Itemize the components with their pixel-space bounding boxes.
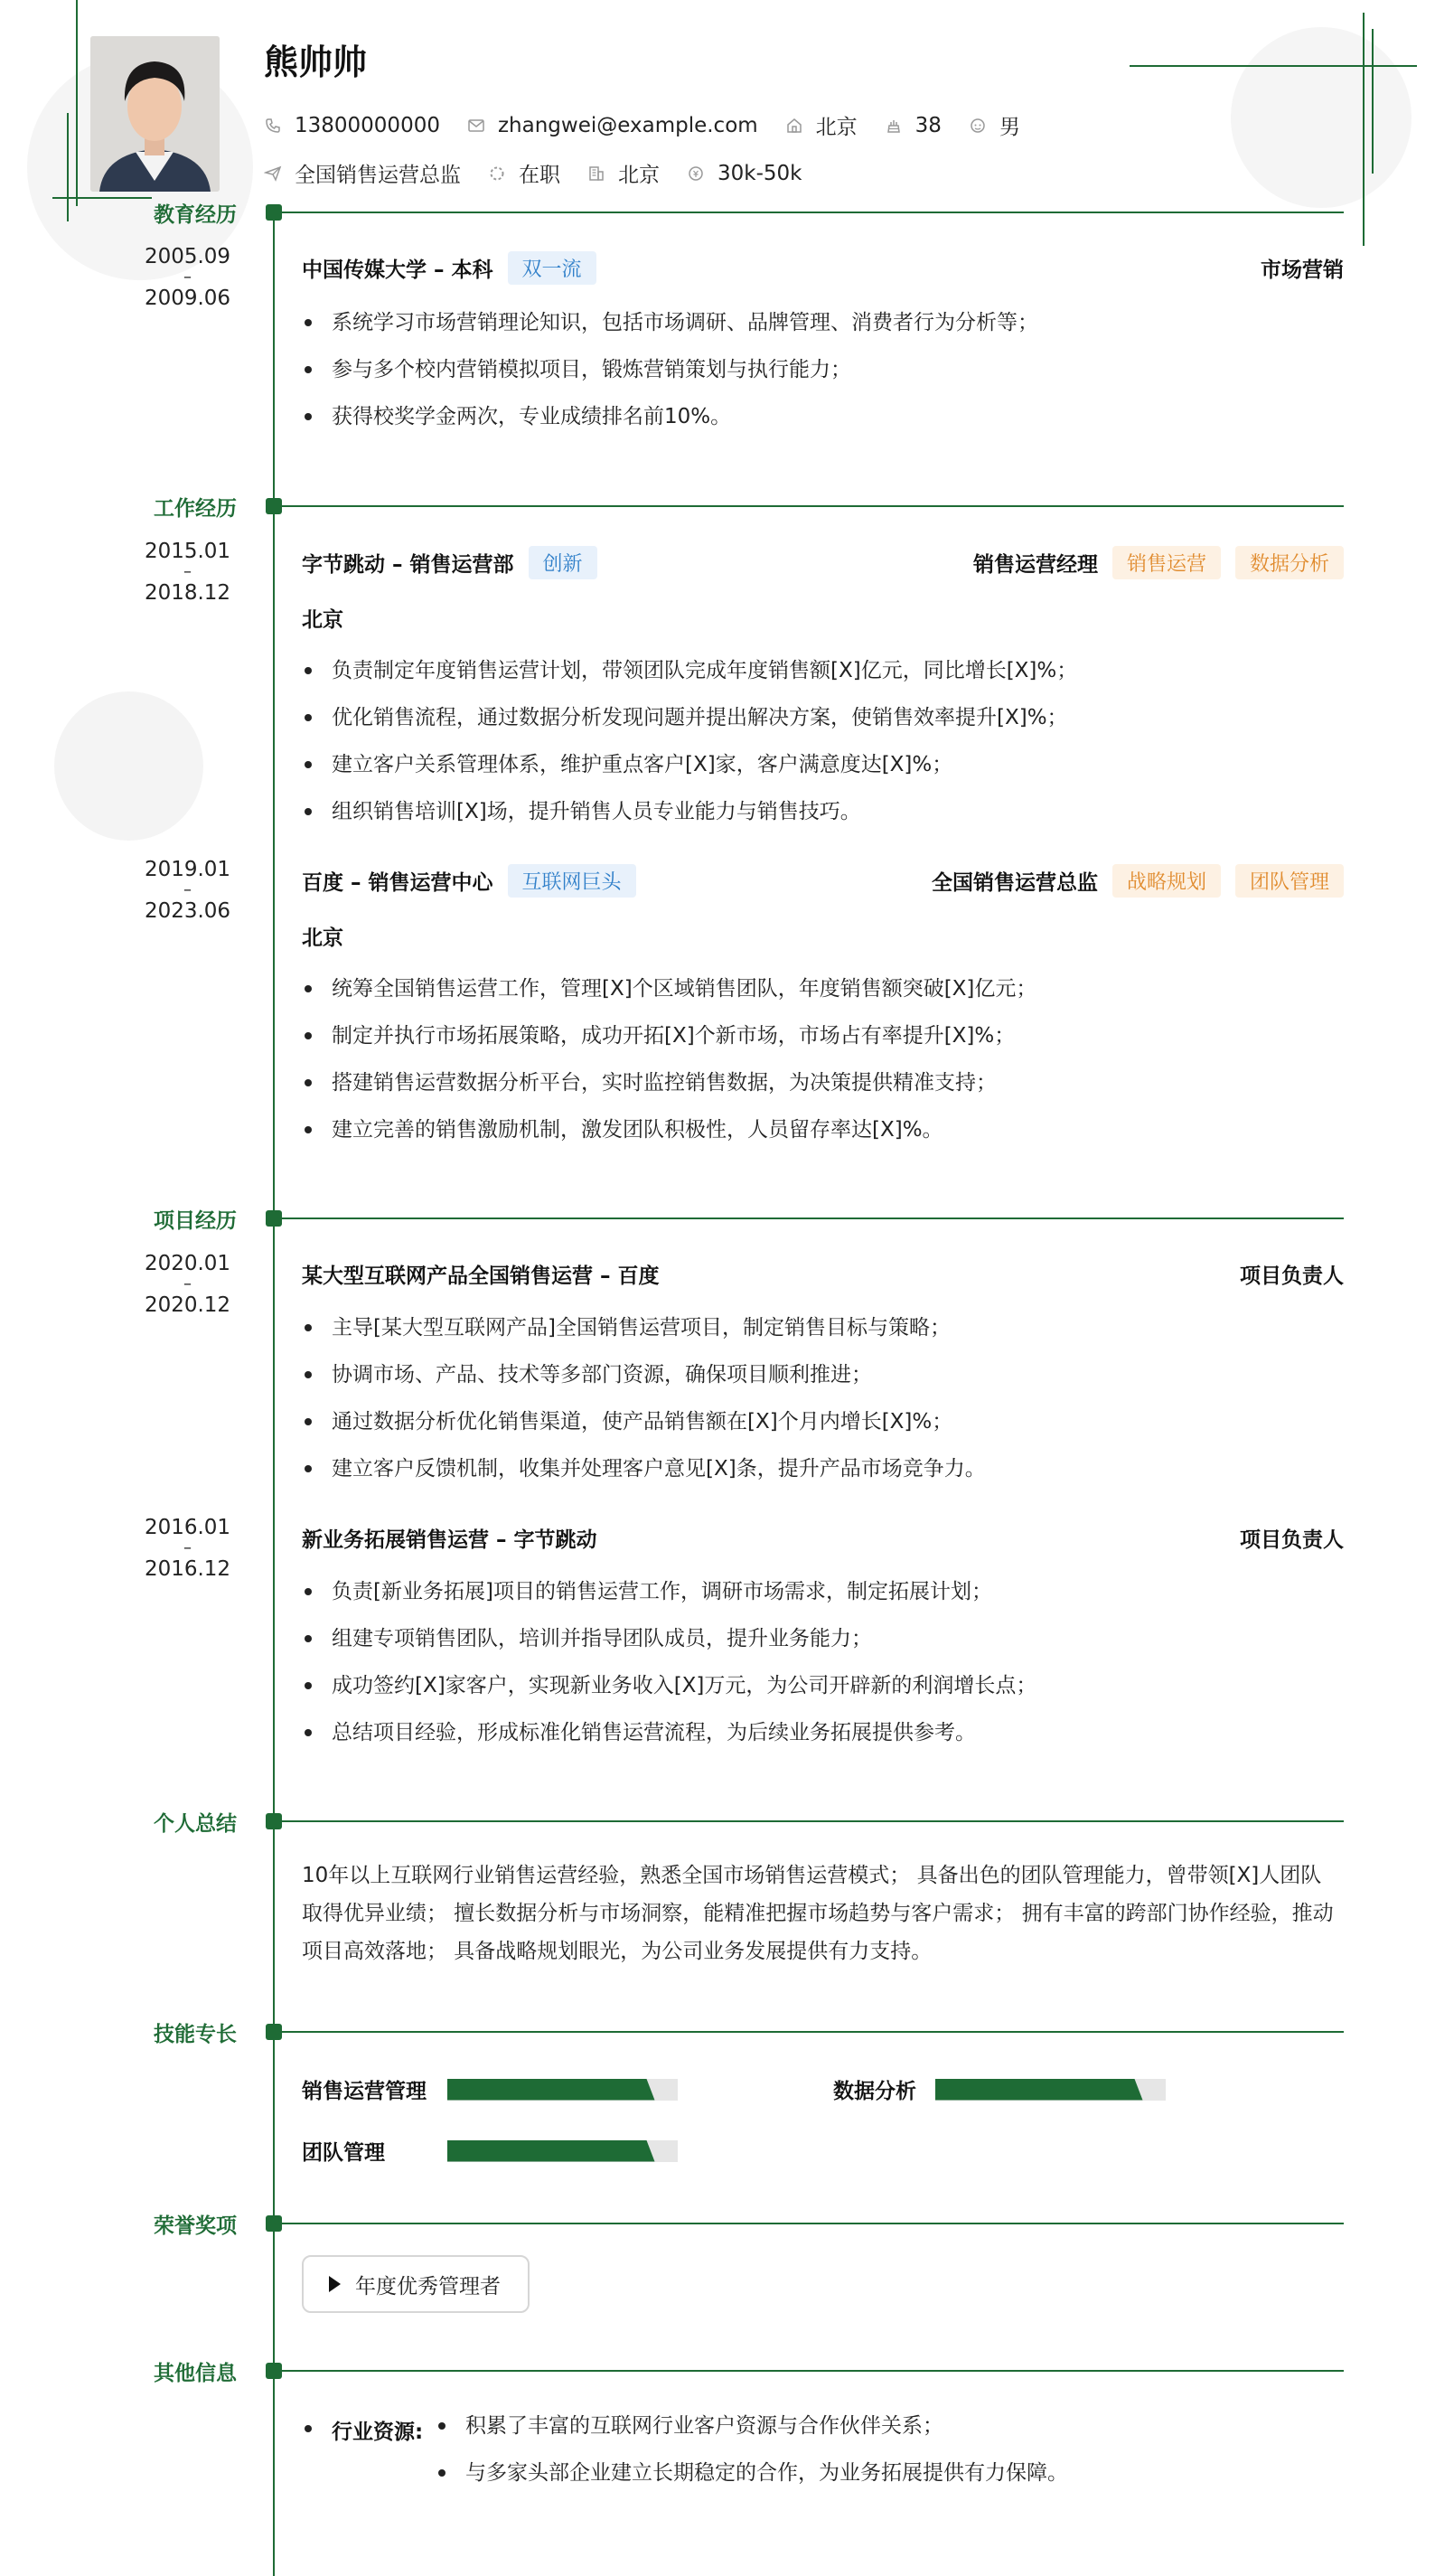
major: 市场营销 — [1261, 259, 1344, 282]
date-start: 2019.01 — [144, 858, 231, 881]
section-marker-education — [266, 204, 282, 221]
date-end: 2009.06 — [144, 287, 231, 310]
skill-item — [302, 2074, 678, 2104]
section-title-summary: 个人总结 — [154, 1812, 237, 1836]
list-item: 建立客户反馈机制，收集并处理客户意见[X]条，提升产品市场竞争力。 — [302, 1445, 1341, 1492]
other-info-label: 行业资源: — [302, 2415, 423, 2445]
list-item: 建立客户关系管理体系，维护重点客户[X]家，客户满意度达[X]%； — [302, 741, 1341, 788]
phone-icon — [264, 117, 282, 135]
list-item: 获得校奖学金两次，专业成绩排名前10%。 — [302, 393, 1341, 440]
section-divider-education — [282, 212, 1344, 213]
job-intent-row — [264, 158, 829, 188]
list-item: 协调市场、产品、技术等多部门资源，确保项目顺利推进； — [302, 1351, 1341, 1398]
section-title-education: 教育经历 — [154, 203, 237, 227]
skill-item — [302, 2136, 678, 2166]
education-bullets — [302, 299, 1341, 440]
skill-bar — [935, 2079, 1166, 2101]
age-item — [885, 114, 942, 137]
other-info-list — [436, 2402, 1068, 2496]
target-position-item — [264, 158, 461, 188]
project-name: 某大型互联网产品全国销售运营 – 百度 — [302, 1264, 660, 1288]
target-position-text: 全国销售运营总监 — [295, 164, 461, 187]
project-bullets-2 — [302, 1568, 1341, 1756]
section-title-skills: 技能专长 — [154, 2023, 237, 2046]
date-dash: – — [183, 562, 192, 581]
mail-icon — [467, 117, 485, 135]
date-dash: – — [183, 880, 192, 899]
award-name: 年度优秀管理者 — [355, 2274, 501, 2299]
candidate-name: 熊帅帅 — [264, 42, 368, 82]
project-name: 新业务拓展销售运营 – 字节跳动 — [302, 1528, 597, 1552]
salary-item — [687, 162, 802, 185]
section-divider-honors — [282, 2223, 1344, 2224]
list-item: 负责[新业务拓展]项目的销售运营工作，调研市场需求，制定拓展计划； — [302, 1568, 1341, 1615]
section-title-projects: 项目经历 — [154, 1209, 237, 1233]
date-start: 2016.01 — [144, 1516, 231, 1539]
list-item: 组建专项销售团队，培训并指导团队成员，提升业务能力； — [302, 1615, 1341, 1662]
list-item: 与多家头部企业建立长期稳定的合作，为业务拓展提供有力保障。 — [436, 2449, 1068, 2496]
list-item: 参与多个校内营销模拟项目，锻炼营销策划与执行能力； — [302, 346, 1341, 393]
decor-line-right-vertical-2 — [1372, 29, 1374, 174]
work-city-1: 北京 — [302, 608, 343, 632]
list-item: 通过数据分析优化销售渠道，使产品销售额在[X]个月内增长[X]%； — [302, 1398, 1341, 1445]
company-dept: 字节跳动 – 销售运营部 — [302, 553, 514, 577]
decor-line-right-vertical — [1363, 13, 1365, 246]
date-end: 2020.12 — [144, 1293, 231, 1317]
list-item: 统筹全国销售运营工作，管理[X]个区域销售团队，年度销售额突破[X]亿元； — [302, 965, 1341, 1012]
skill-bar-fill — [447, 2140, 655, 2162]
decor-circle-top-right — [1231, 27, 1412, 208]
role-tag: 数据分析 — [1235, 546, 1344, 579]
date-end: 2023.06 — [144, 899, 231, 923]
section-divider-projects — [282, 1217, 1344, 1219]
role-tag: 团队管理 — [1235, 864, 1344, 898]
school-degree: 中国传媒大学 – 本科 — [302, 259, 493, 282]
play-triangle-icon — [329, 2276, 341, 2292]
date-start: 2020.01 — [144, 1252, 231, 1275]
person-icon — [969, 117, 987, 135]
company-tag: 创新 — [529, 546, 597, 579]
contact-info-row — [264, 110, 1047, 140]
email-item — [467, 114, 758, 137]
decor-line-right-horizontal — [1130, 65, 1417, 67]
job-role: 销售运营经理 — [972, 553, 1098, 577]
section-marker-work — [266, 498, 282, 514]
summary-text: 10年以上互联网行业销售运营经验，熟悉全国市场销售运营模式； 具备出色的团队管理能力，曾带领[X]人团队取得优异业绩； 擅长数据分析与市场洞察，能精准把握市场趋势与客户需求； 拥有丰富的跨部门协作经验，推动项目高效落地； 具备战略规划眼光，为公司业务发展提供有力支持。 — [302, 1864, 1334, 1963]
project-header-1 — [302, 1259, 1344, 1289]
section-divider-other — [282, 2370, 1344, 2372]
section-marker-honors — [266, 2215, 282, 2232]
company-dept: 百度 – 销售运营中心 — [302, 871, 493, 895]
target-city-text: 北京 — [618, 164, 660, 187]
skill-item — [833, 2074, 1166, 2104]
work-date-2 — [136, 859, 239, 922]
age-text: 38 — [914, 113, 942, 137]
date-end: 2018.12 — [144, 581, 231, 605]
skill-name: 数据分析 — [833, 2080, 916, 2103]
calendar-icon — [885, 117, 903, 135]
project-role: 项目负责人 — [1240, 1528, 1344, 1552]
work-header-1 — [302, 546, 1344, 579]
avatar — [90, 36, 220, 192]
date-start: 2005.09 — [144, 245, 231, 268]
skill-name: 团队管理 — [302, 2141, 385, 2165]
section-title-honors: 荣誉奖项 — [154, 2214, 237, 2238]
work-bullets-2 — [302, 965, 1341, 1153]
list-item: 负责制定年度销售运营计划，带领团队完成年度销售额[X]亿元，同比增长[X]%； — [302, 647, 1341, 694]
work-city-2: 北京 — [302, 926, 343, 950]
project-date-2 — [136, 1517, 239, 1580]
list-item: 优化销售流程，通过数据分析发现问题并提出解决方案，使销售效率提升[X]%； — [302, 694, 1341, 741]
section-marker-summary — [266, 1813, 282, 1829]
section-title-other: 其他信息 — [154, 2362, 237, 2385]
building-icon — [587, 165, 605, 183]
send-icon — [264, 165, 282, 183]
date-dash: – — [183, 1274, 192, 1293]
date-start: 2015.01 — [144, 540, 231, 563]
list-item: 搭建销售运营数据分析平台，实时监控销售数据，为决策提供精准支持； — [302, 1059, 1341, 1106]
list-item: 系统学习市场营销理论知识，包括市场调研、品牌管理、消费者行为分析等； — [302, 299, 1341, 346]
decor-circle-mid-left — [54, 691, 203, 841]
list-item: 积累了丰富的互联网行业客户资源与合作伙伴关系； — [436, 2402, 1068, 2449]
project-role: 项目负责人 — [1240, 1264, 1344, 1288]
section-marker-skills — [266, 2024, 282, 2040]
list-item: 组织销售培训[X]场，提升销售人员专业能力与销售技巧。 — [302, 788, 1341, 835]
location-text: 北京 — [815, 116, 858, 139]
project-bullets-1 — [302, 1304, 1341, 1492]
list-item: 成功签约[X]家客户，实现新业务收入[X]万元，为公司开辟新的利润增长点； — [302, 1662, 1341, 1709]
list-item: 主导[某大型互联网产品]全国销售运营项目，制定销售目标与策略； — [302, 1304, 1341, 1351]
section-divider-skills — [282, 2031, 1344, 2033]
skill-bar-fill — [935, 2079, 1143, 2101]
phone-item — [264, 114, 440, 137]
work-bullets-1 — [302, 647, 1341, 835]
education-date — [136, 246, 239, 309]
salary-text: 30k-50k — [718, 161, 802, 185]
section-marker-other — [266, 2363, 282, 2379]
status-text: 在职 — [519, 164, 560, 187]
project-header-2 — [302, 1523, 1344, 1553]
email-address: zhangwei@example.com — [497, 113, 758, 137]
job-role: 全国销售运营总监 — [931, 871, 1098, 895]
target-city-item — [587, 158, 660, 188]
section-divider-work — [282, 505, 1344, 507]
skill-bar — [447, 2079, 678, 2101]
skill-bar-fill — [447, 2079, 655, 2101]
skill-bar — [447, 2140, 678, 2162]
section-divider-summary — [282, 1820, 1344, 1822]
education-header — [302, 251, 1344, 285]
date-dash: – — [183, 268, 192, 287]
work-date-1 — [136, 541, 239, 604]
location-item — [785, 110, 858, 140]
date-dash: – — [183, 1538, 192, 1557]
list-item: 建立完善的销售激励机制，激发团队积极性，人员留存率达[X]%。 — [302, 1106, 1341, 1153]
spinner-icon — [488, 165, 506, 183]
decor-line-left-vertical-2 — [67, 113, 69, 221]
company-tag: 互联网巨头 — [508, 864, 636, 898]
date-end: 2016.12 — [144, 1557, 231, 1581]
decor-line-left-vertical — [76, 0, 78, 206]
status-item — [488, 158, 560, 188]
section-title-work: 工作经历 — [154, 497, 237, 521]
role-tag: 战略规划 — [1112, 864, 1221, 898]
home-icon — [785, 117, 803, 135]
award-badge — [302, 2255, 530, 2313]
gender-item — [969, 110, 1020, 140]
gender-text: 男 — [999, 116, 1020, 139]
section-marker-projects — [266, 1210, 282, 1227]
role-tag: 销售运营 — [1112, 546, 1221, 579]
project-date-1 — [136, 1253, 239, 1316]
list-item: 总结项目经验，形成标准化销售运营流程，为后续业务拓展提供参考。 — [302, 1709, 1341, 1756]
work-header-2 — [302, 864, 1344, 898]
phone-number: 13800000000 — [295, 113, 440, 137]
list-item: 制定并执行市场拓展策略，成功开拓[X]个新市场，市场占有率提升[X]%； — [302, 1012, 1341, 1059]
school-tag: 双一流 — [508, 251, 596, 285]
skill-name: 销售运营管理 — [302, 2080, 427, 2103]
coin-icon — [687, 165, 705, 183]
